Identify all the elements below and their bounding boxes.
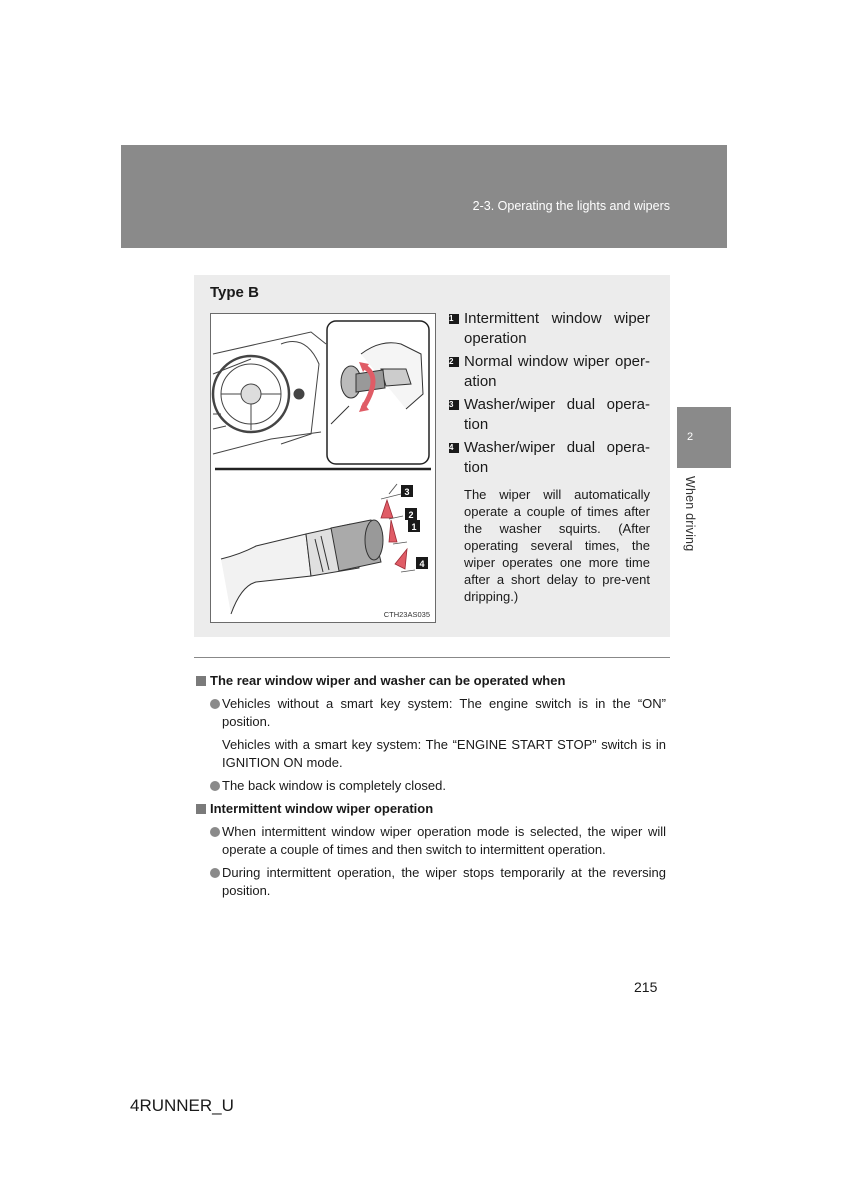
notes-content	[196, 672, 666, 905]
callout-number: 2	[449, 357, 459, 367]
list-item: When intermittent window wiper operation mode is selected, the wiper will operate a couple of times and then switch to intermittent operation.	[196, 823, 666, 859]
section-title: 2-3. Operating the lights and wipers	[472, 199, 670, 213]
circle-bullet-icon	[210, 781, 220, 791]
callout-text: Normal window wiper oper-ation	[464, 353, 650, 390]
chapter-number: 2	[687, 431, 694, 443]
marker-1: 1	[411, 522, 417, 532]
circle-bullet-icon	[210, 699, 220, 709]
callout-item	[449, 395, 650, 435]
callout-text: Intermittent window wiper operation	[464, 310, 650, 347]
marker-2: 2	[408, 510, 414, 520]
section-divider	[194, 657, 670, 658]
callout-text: Washer/wiper dual opera-tion	[464, 396, 650, 433]
callout-text: Washer/wiper dual opera-tion	[464, 439, 650, 476]
section-heading: The rear window wiper and washer can be operated when	[196, 672, 666, 690]
callout-number: 3	[449, 400, 459, 410]
callout-number: 1	[449, 314, 459, 324]
header-band	[121, 145, 727, 248]
list-item: Vehicles without a smart key system: The engine switch is in the “ON” position.	[196, 695, 666, 731]
square-bullet-icon	[196, 804, 206, 814]
type-title: Type B	[210, 284, 259, 301]
circle-bullet-icon	[210, 868, 220, 878]
section-heading: Intermittent window wiper operation	[196, 800, 666, 818]
chapter-label: When driving	[683, 476, 697, 552]
marker-4: 4	[419, 559, 425, 569]
footer-model: 4RUNNER_U	[130, 1096, 234, 1115]
list-item: The back window is completely closed.	[196, 777, 666, 795]
figure-code: CTH23AS035	[383, 610, 430, 619]
square-bullet-icon	[196, 676, 206, 686]
callout-item	[449, 438, 650, 478]
wiper-illustration-svg	[211, 314, 435, 622]
list-item-sub: Vehicles with a smart key system: The “ENGINE START STOP” switch is in IGNITION ON mode.	[222, 737, 666, 770]
callout-item	[449, 352, 650, 392]
callout-item	[449, 309, 650, 349]
callout-note: The wiper will automatically operate a couple of times after the washer squirts. (After operating several times, the wiper operates one more time after a short delay to pre-vent dripping.)	[464, 487, 650, 604]
type-b-panel	[194, 275, 670, 637]
chapter-tab[interactable]	[677, 407, 731, 468]
marker-3: 3	[404, 487, 410, 497]
callout-number: 4	[449, 443, 459, 453]
list-item: During intermittent operation, the wiper stops temporarily at the reversing position.	[196, 864, 666, 900]
circle-bullet-icon	[210, 827, 220, 837]
callout-list	[449, 309, 650, 605]
wiper-lever-illustration	[210, 313, 436, 623]
page-number: 215	[634, 979, 658, 995]
